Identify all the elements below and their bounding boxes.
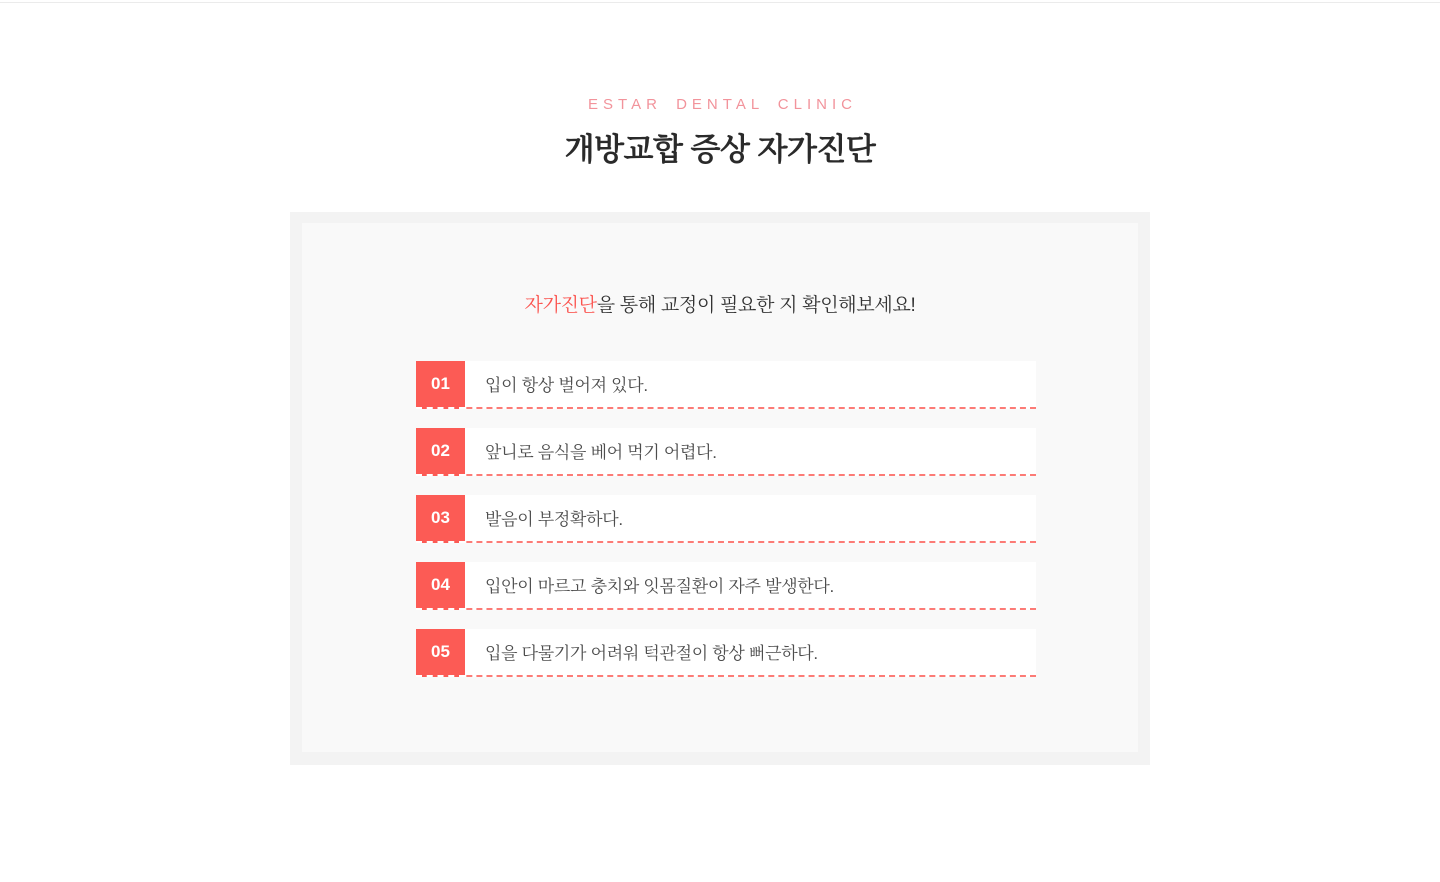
item-number-badge: 02 [416, 428, 465, 476]
section-header [0, 96, 1440, 169]
item-text: 입을 다물기가 어려워 턱관절이 항상 뻐근하다. [485, 643, 818, 663]
list-item [416, 428, 1036, 476]
self-check-panel [290, 212, 1150, 765]
item-number-badge: 03 [416, 495, 465, 543]
item-text: 발음이 부정확하다. [485, 509, 623, 529]
page-title: 개방교합 증상 자가진단 [564, 132, 876, 167]
list-item [416, 562, 1036, 610]
item-text: 앞니로 음식을 베어 먹기 어렵다. [485, 442, 717, 462]
item-number-badge: 05 [416, 629, 465, 677]
brand-label: ESTAR DENTAL CLINIC [588, 96, 857, 113]
item-text: 입안이 마르고 충치와 잇몸질환이 자주 발생한다. [485, 576, 834, 596]
card-subtitle [302, 290, 1138, 317]
item-text: 입이 항상 벌어져 있다. [485, 375, 648, 395]
list-item [416, 495, 1036, 543]
item-number-badge: 01 [416, 361, 465, 409]
self-check-card [302, 223, 1138, 752]
symptom-list [416, 361, 1036, 677]
list-item [416, 361, 1036, 409]
subtitle-rest: 을 통해 교정이 필요한 지 확인해보세요! [596, 295, 916, 316]
list-item [416, 629, 1036, 677]
subtitle-highlight: 자가진단 [524, 295, 597, 316]
top-divider [0, 2, 1440, 3]
item-number-badge: 04 [416, 562, 465, 610]
